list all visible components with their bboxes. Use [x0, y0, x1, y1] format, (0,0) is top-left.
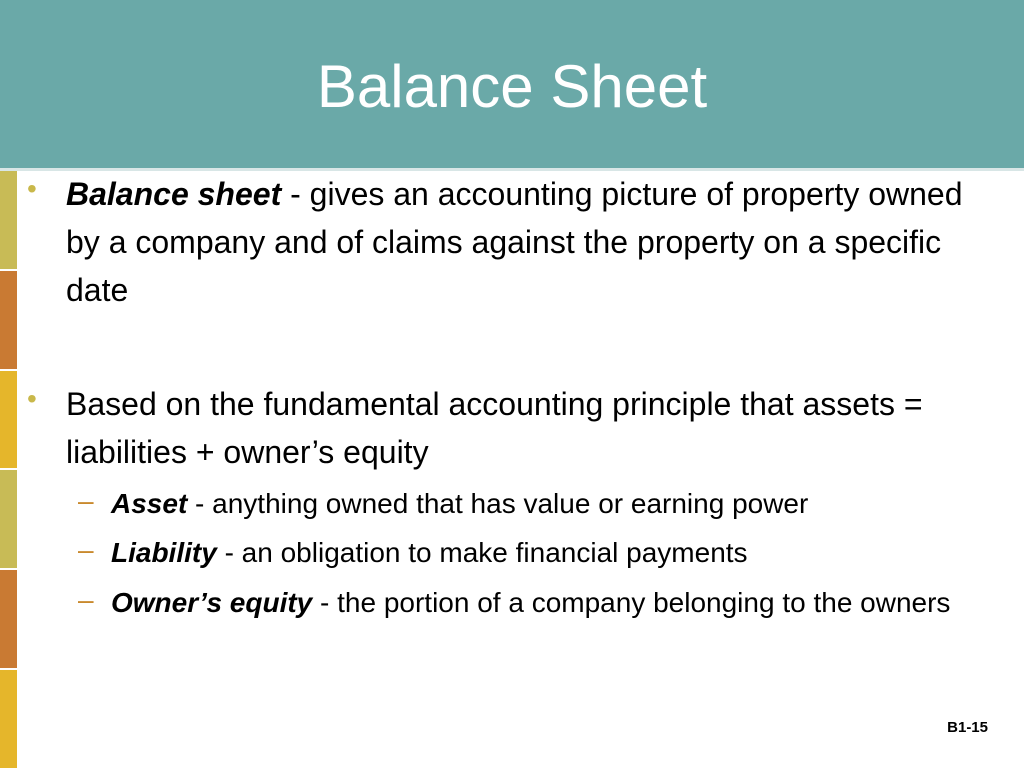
sub-bullet-dash: –	[78, 534, 94, 565]
bullet-balance-sheet	[66, 170, 1001, 314]
bullet-marker: •	[27, 173, 37, 204]
sub-bullet-text: - an obligation to make financial payments	[216, 537, 748, 568]
sub-bullet-asset	[111, 484, 991, 524]
slide-number: B1-15	[947, 719, 988, 736]
sub-bullet-dash: –	[78, 485, 94, 516]
sub-bullet-text: - anything owned that has value or earning power	[187, 488, 809, 519]
sub-bullet-text: - the portion of a company belonging to the owners	[312, 587, 951, 618]
sub-bullet-term: Liability	[111, 537, 217, 568]
bullet-text: - gives an accounting picture of property owned by a company and of claims against the property on a specific date	[66, 176, 963, 308]
sub-bullet-term: Asset	[111, 488, 188, 519]
sub-bullet-owners-equity	[111, 583, 991, 623]
slide-title: Balance Sheet	[316, 53, 708, 120]
sub-bullet-term: Owner’s equity	[111, 587, 313, 618]
bullet-principle: Based on the fundamental accounting principle that assets = liabilities + owner’s equity	[66, 386, 923, 470]
sub-bullet-liability	[111, 533, 991, 573]
bullet-term: Balance sheet	[66, 176, 282, 212]
sub-bullet-dash: –	[78, 584, 94, 615]
bullet-marker: •	[27, 383, 37, 414]
